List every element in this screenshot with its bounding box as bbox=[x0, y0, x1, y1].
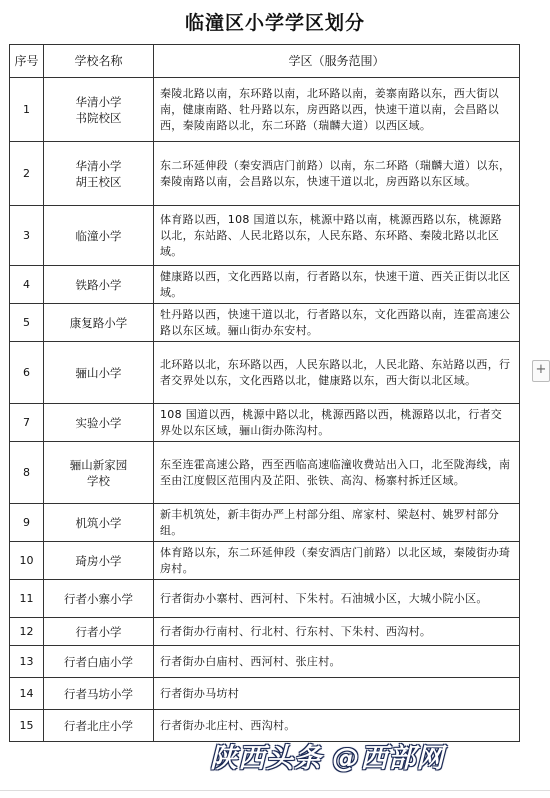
service-area: 健康路以西，文化西路以南，行者路以东，快速干道、西关正街以北区域。 bbox=[154, 266, 520, 304]
service-area: 新丰机筑处，新丰街办严上村部分组、席家村、梁赵村、姚罗村部分组。 bbox=[154, 504, 520, 542]
school-name: 华清小学 bbox=[75, 158, 122, 173]
school-name: 实验小学 bbox=[75, 415, 122, 430]
school-name-cell bbox=[44, 342, 154, 404]
service-area: 体育路以东，东二环延伸段（秦安酒店门前路）以北区域，秦陵街办琦房村。 bbox=[154, 542, 520, 580]
school-name-cell bbox=[44, 678, 154, 710]
row-index: 2 bbox=[10, 142, 44, 206]
school-name-cell bbox=[44, 618, 154, 646]
school-name-cell bbox=[44, 442, 154, 504]
table-body bbox=[10, 78, 520, 742]
table-row bbox=[10, 618, 520, 646]
school-name-cell bbox=[44, 78, 154, 142]
school-name-cell bbox=[44, 404, 154, 442]
table-row bbox=[10, 266, 520, 304]
row-index: 9 bbox=[10, 504, 44, 542]
school-name: 学校 bbox=[87, 473, 110, 488]
school-name-cell bbox=[44, 142, 154, 206]
school-name: 铁路小学 bbox=[75, 277, 122, 292]
school-name: 书院校区 bbox=[75, 110, 122, 125]
school-name: 胡王校区 bbox=[75, 174, 122, 189]
table-row bbox=[10, 342, 520, 404]
service-area: 牡丹路以西，快速干道以北，行者路以东，文化西路以南，连霍高速公路以东区域。骊山街办东安村。 bbox=[154, 304, 520, 342]
school-name: 琦房小学 bbox=[75, 553, 122, 568]
service-area: 体育路以西，108 国道以东，桃源中路以南，桃源西路以东，桃源路以北，东站路、人民北路以东，人民东路、东环路、秦陵北路以北区域。 bbox=[154, 206, 520, 266]
row-index: 14 bbox=[10, 678, 44, 710]
school-name-cell bbox=[44, 266, 154, 304]
service-area: 北环路以北，东环路以西，人民东路以北，人民北路、东站路以西，行者交界处以东，文化西路以北，健康路以东，西大街以北区域。 bbox=[154, 342, 520, 404]
row-index: 8 bbox=[10, 442, 44, 504]
row-index: 12 bbox=[10, 618, 44, 646]
school-name: 骊山小学 bbox=[75, 365, 122, 380]
row-index: 15 bbox=[10, 710, 44, 742]
table-header-row bbox=[10, 45, 520, 78]
table-row bbox=[10, 206, 520, 266]
school-name: 行者白庙小学 bbox=[64, 654, 133, 669]
row-index: 5 bbox=[10, 304, 44, 342]
school-name-cell bbox=[44, 206, 154, 266]
school-name: 康复路小学 bbox=[69, 315, 128, 330]
table-row bbox=[10, 442, 520, 504]
row-index: 7 bbox=[10, 404, 44, 442]
divider bbox=[0, 790, 550, 791]
school-name-cell bbox=[44, 580, 154, 618]
school-name-cell bbox=[44, 710, 154, 742]
service-area: 行者街办马坊村 bbox=[154, 678, 520, 710]
service-area: 行者街办北庄村、西沟村。 bbox=[154, 710, 520, 742]
row-index: 13 bbox=[10, 646, 44, 678]
school-name: 机筑小学 bbox=[75, 515, 122, 530]
row-index: 4 bbox=[10, 266, 44, 304]
service-area: 行者街办行南村、行北村、行东村、下朱村、西沟村。 bbox=[154, 618, 520, 646]
header-index: 序号 bbox=[10, 45, 44, 78]
school-name: 华清小学 bbox=[75, 94, 122, 109]
service-area: 行者街办白庙村、西河村、张庄村。 bbox=[154, 646, 520, 678]
table-row bbox=[10, 78, 520, 142]
school-name: 行者马坊小学 bbox=[64, 686, 133, 701]
school-name-cell bbox=[44, 542, 154, 580]
row-index: 1 bbox=[10, 78, 44, 142]
school-district-table bbox=[9, 44, 520, 742]
service-area: 东至连霍高速公路，西至西临高速临潼收费站出入口，北至陇海线，南至由江度假区范围内及芷阳、张铁、高沟、杨寨村拆迁区域。 bbox=[154, 442, 520, 504]
school-name: 行者小寨小学 bbox=[64, 591, 133, 606]
table-row bbox=[10, 304, 520, 342]
table-row bbox=[10, 504, 520, 542]
school-name: 行者北庄小学 bbox=[64, 718, 133, 733]
add-button[interactable]: + bbox=[532, 360, 550, 382]
table-row bbox=[10, 142, 520, 206]
school-name-cell bbox=[44, 304, 154, 342]
row-index: 6 bbox=[10, 342, 44, 404]
service-area: 东二环延伸段（秦安酒店门前路）以南，东二环路（瑞麟大道）以东，秦陵南路以南，会昌路以东，快速干道以北，房西路以东区域。 bbox=[154, 142, 520, 206]
row-index: 11 bbox=[10, 580, 44, 618]
watermark-logo: 陕西头条 @西部网 bbox=[210, 743, 445, 774]
row-index: 3 bbox=[10, 206, 44, 266]
service-area: 秦陵北路以南，东环路以南，北环路以南，姜寨南路以东，西大街以南，健康南路、牡丹路以东，房西路以西，快速干道以南，会昌路以西，秦陵南路以北，东二环路（瑞麟大道）以西区域。 bbox=[154, 78, 520, 142]
school-name: 行者小学 bbox=[75, 624, 122, 639]
school-name-cell bbox=[44, 504, 154, 542]
table-row bbox=[10, 580, 520, 618]
service-area: 108 国道以西，桃源中路以北，桃源西路以西，桃源路以北，行者交界处以东区域，骊山街办陈沟村。 bbox=[154, 404, 520, 442]
school-name-cell bbox=[44, 646, 154, 678]
header-school: 学校名称 bbox=[44, 45, 154, 78]
row-index: 10 bbox=[10, 542, 44, 580]
page-title: 临潼区小学学区划分 bbox=[184, 12, 365, 34]
school-name: 临潼小学 bbox=[75, 228, 122, 243]
header-area: 学区（服务范围） bbox=[154, 45, 520, 78]
table-row bbox=[10, 542, 520, 580]
school-name: 骊山新家园 bbox=[69, 457, 128, 472]
table-row bbox=[10, 404, 520, 442]
table-row bbox=[10, 678, 520, 710]
table-row bbox=[10, 646, 520, 678]
service-area: 行者街办小寨村、西河村、下朱村。石油城小区，大城小院小区。 bbox=[154, 580, 520, 618]
